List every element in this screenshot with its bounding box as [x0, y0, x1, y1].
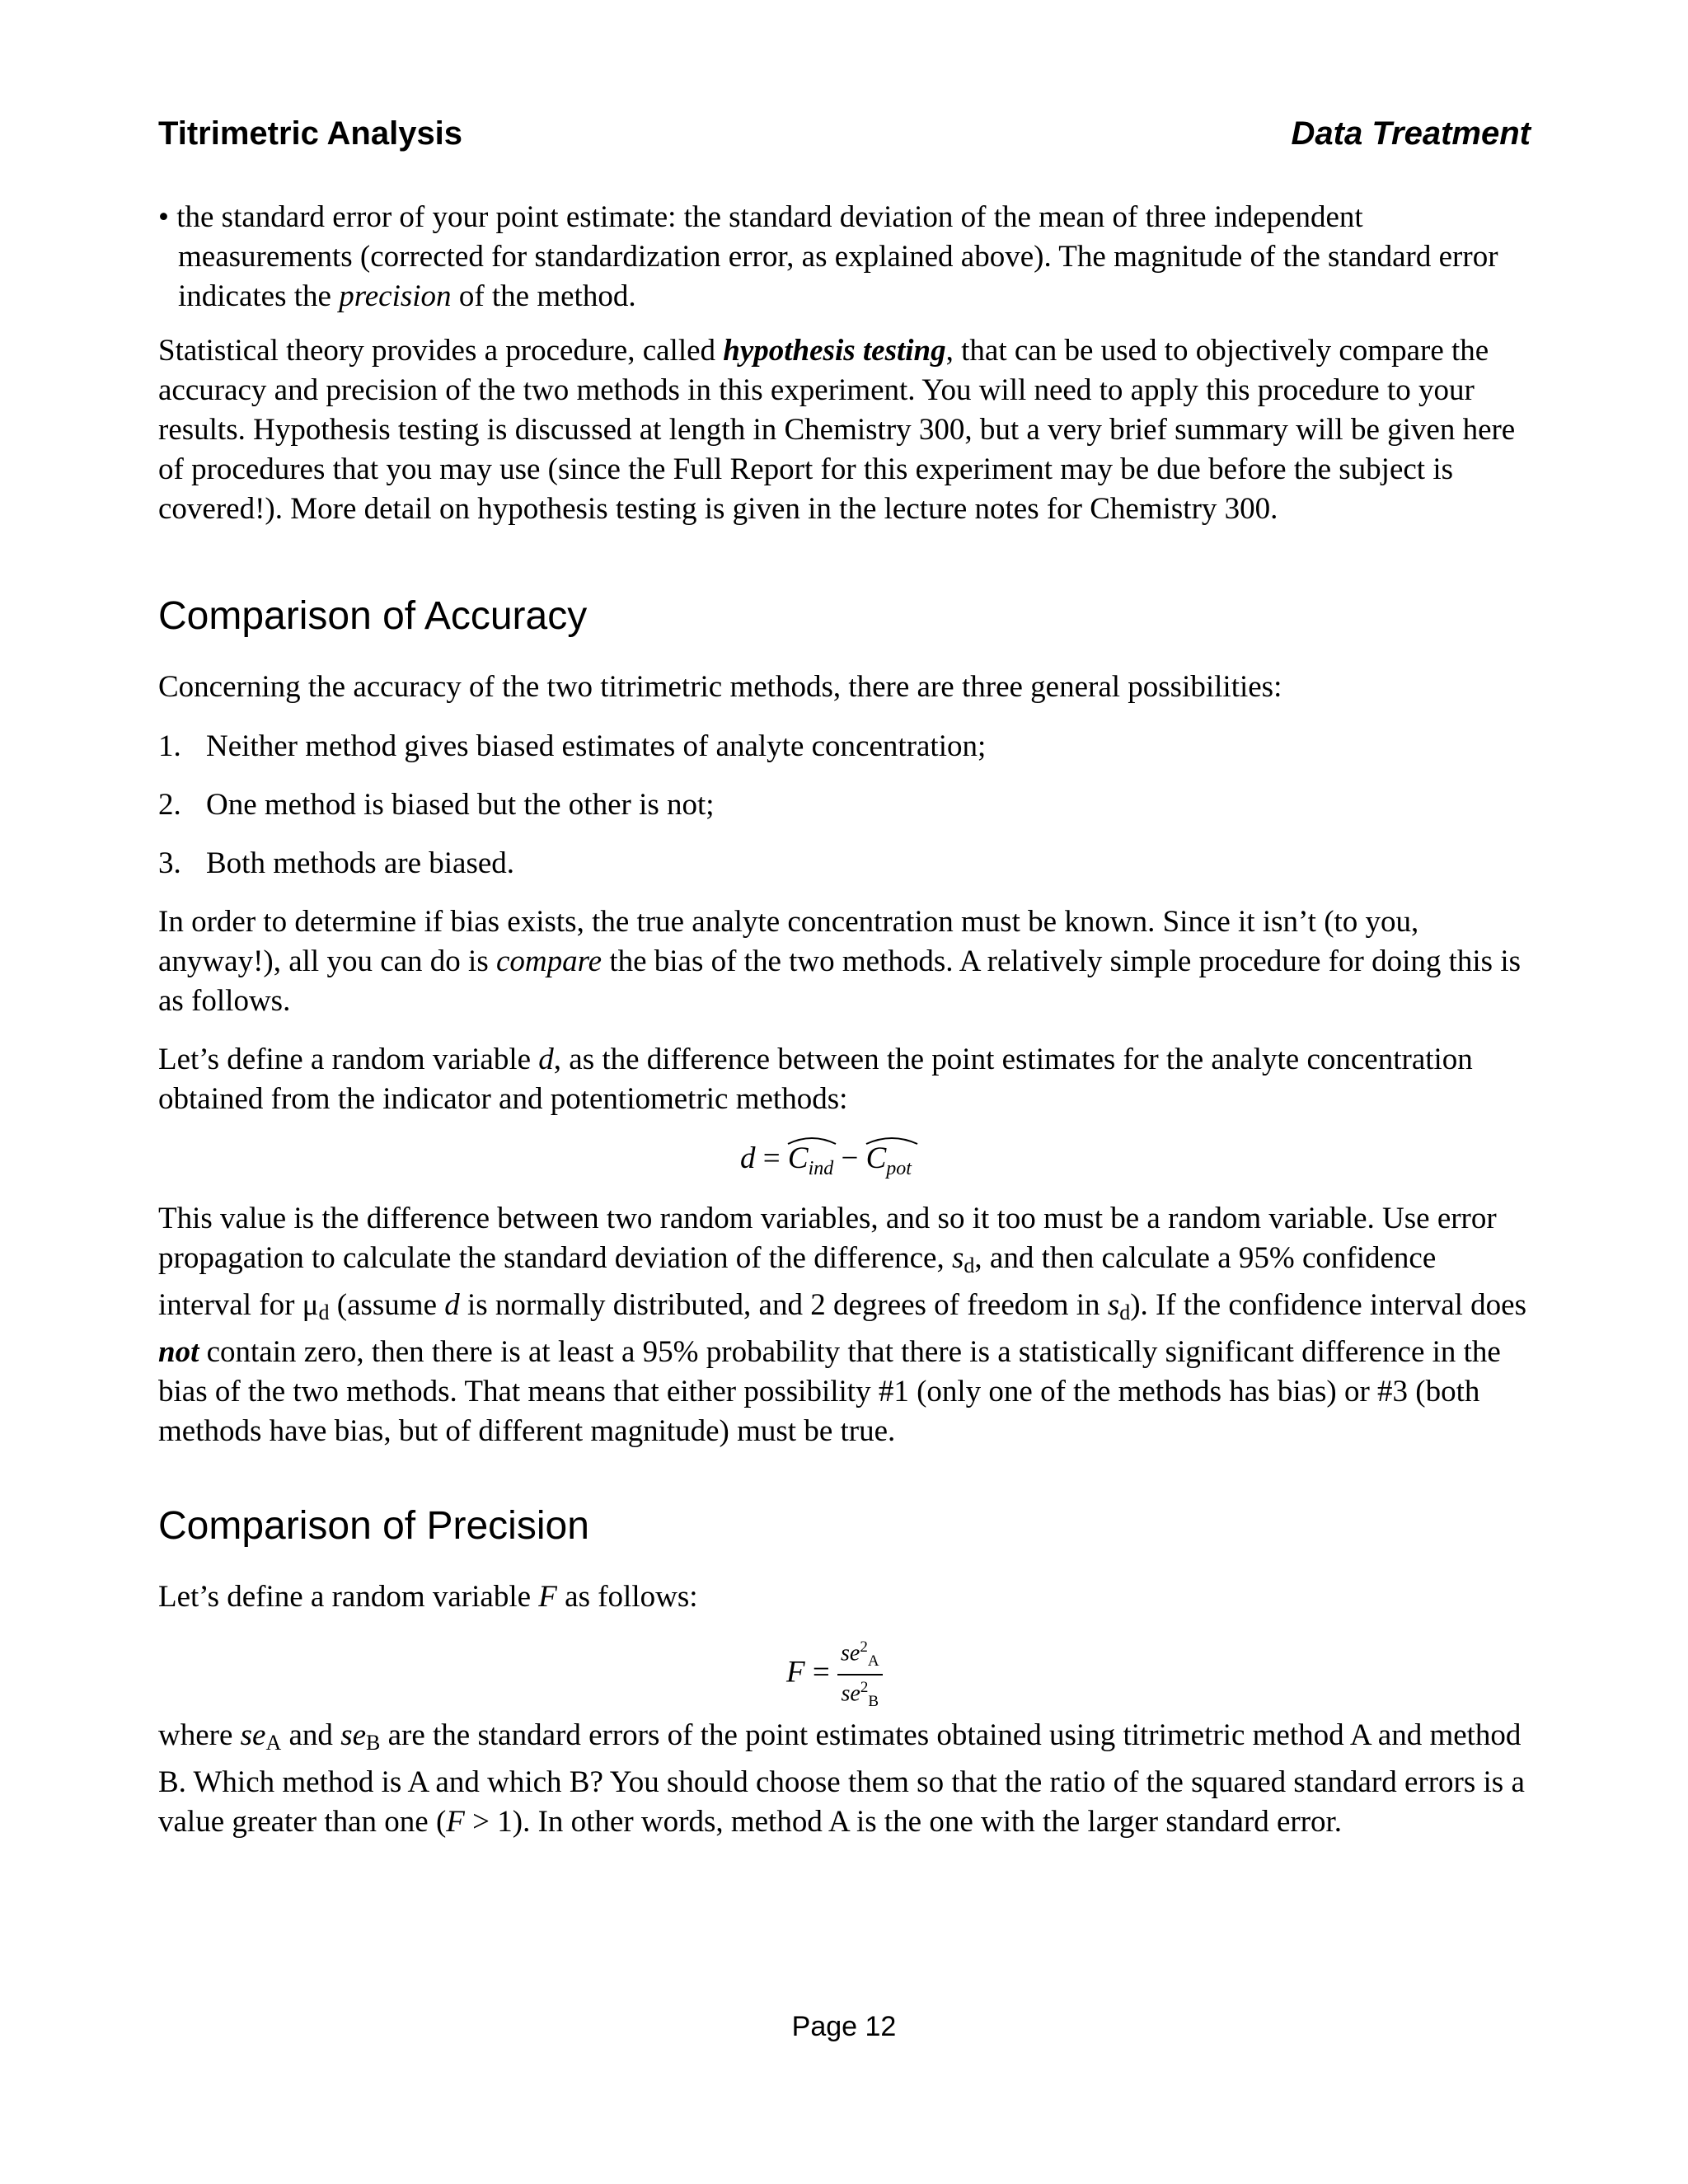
equation-f: F = $\frac{se^2_A}{se^2_B}$ [786, 1635, 883, 1714]
intro-bullet [158, 198, 1536, 316]
list-item: 2. One method is biased but the other is not; [158, 788, 715, 822]
page-header [158, 115, 1531, 165]
c-ind-hat: $C_{ind}$ [788, 1141, 833, 1180]
bullet-line-1: • the standard error of your point estimate: the standard deviation of the mean of three independent [158, 200, 1363, 234]
define-f-paragraph: Let’s define a random variable F as follows: [158, 1580, 698, 1614]
emphasis-precision: precision [339, 279, 452, 313]
hat-arc-icon [786, 1134, 837, 1146]
list-item: 1. Neither method gives biased estimates of analyte concentration; [158, 729, 987, 763]
heading-accuracy: Comparison of Accuracy [158, 594, 588, 638]
fraction-numerator: $se^2_A$ [837, 1635, 883, 1675]
fraction-denominator: $se^2_B$ [841, 1678, 879, 1710]
term-hypothesis-testing: hypothesis testing [723, 334, 946, 368]
header-title: Titrimetric Analysis [158, 115, 463, 152]
confidence-interval-paragraph: This value is the difference between two random variables, and so it too must be a random variable. Use error propagation to calculate the standard deviation of the difference, sd, and then calculate a 95% confidence interval for μd (assume d is normally distributed, and 2 degrees of freedom in sd). If the confidence interval does not contain zero, then there is at least a 95% probability that there is a statistically significant difference in the bias of the two methods. That means that either possibility #1 (only one of the methods has bias) or #3 (both methods have bias, but of different magnitude) must be true. [158, 1202, 1527, 1448]
accuracy-intro: Concerning the accuracy of the two titrimetric methods, there are three general possibilities: [158, 670, 1282, 704]
hat-arc-icon [865, 1134, 919, 1146]
define-d-paragraph: Let’s define a random variable d, as the difference between the point estimates for the analyte concentration obtained from the indicator and potentiometric methods: [158, 1043, 1473, 1116]
hypothesis-paragraph: Statistical theory provides a procedure, called hypothesis testing, that can be used to objectively compare the accuracy and precision of the two methods in this experiment. You will need to apply this procedure to your results. Hypothesis testing is discussed at length in Chemistry 300, but a very brief summary will be given here of procedures that you may use (since the Full Report for this experiment may be due before the subject is covered!). More detail on hypothesis testing is given in the lecture notes for Chemistry 300. [158, 334, 1516, 526]
bias-paragraph: In order to determine if bias exists, the true analyte concentration must be known. Since it isn’t (to you, anyway!), all you can do is compare the bias of the two methods. A relatively simple procedure for doing this is as follows. [158, 905, 1521, 1018]
c-pot-hat: $C_{pot}$ [866, 1141, 912, 1180]
header-section: Data Treatment [1291, 115, 1531, 152]
bullet-marker: • [158, 200, 169, 234]
emphasis-compare: compare [495, 944, 603, 978]
where-paragraph: where seA and seB are the standard errors of the point estimates obtained using titrimetric method A and method B. Which method is A and which B? You should choose them so that the ratio of the squared standard errors is a value greater than one (F > 1). In other words, method A is the one with the larger standard error. [158, 1718, 1525, 1839]
page-number: Page 12 [791, 2011, 897, 2042]
emphasis-not: not [158, 1335, 199, 1369]
heading-precision: Comparison of Precision [158, 1504, 589, 1548]
list-item: 3. Both methods are biased. [158, 846, 515, 880]
equation-d: d = $C_{ind}$ − $C_{pot}$ [740, 1141, 912, 1180]
fraction [837, 1635, 883, 1714]
bullet-continuation: measurements (corrected for standardization error, as explained above). The magnitude of the standard error indicates the precision of the method. [178, 240, 1498, 313]
